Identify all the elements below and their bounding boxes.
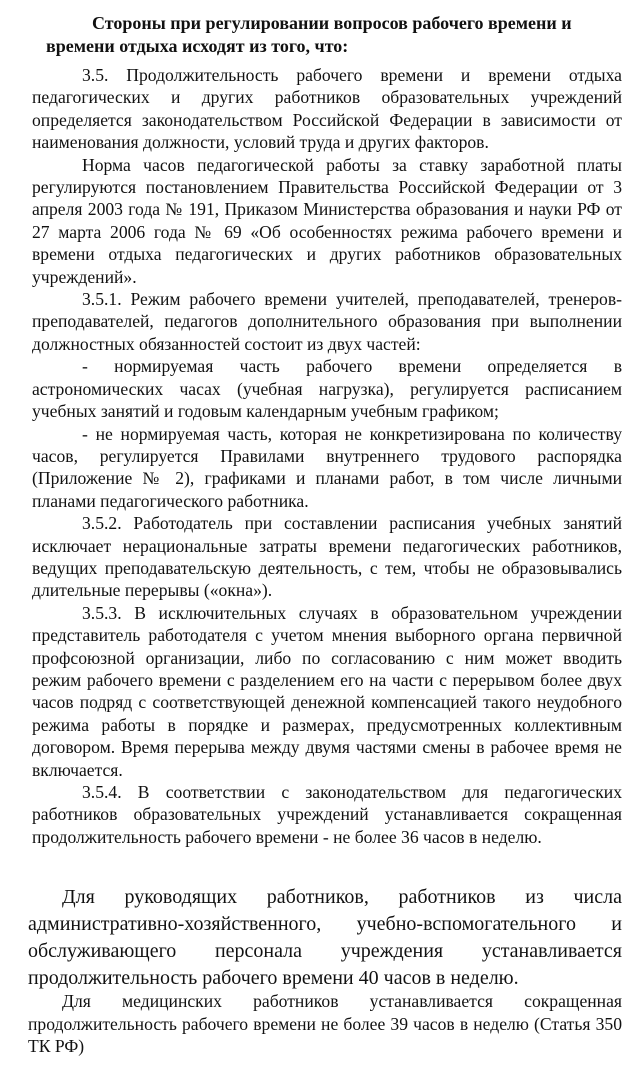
paragraph-3-5-1: 3.5.1. Режим рабочего времени учителей, преподавателей, тренеров-преподавателей, педагогов дополнительного образования при выполнении должностных обязанностей состоит из двух частей: [32, 289, 622, 354]
list-item-normed-part: - нормируемая часть рабочего времени определяется в астрономических часах (учебная нагрузка), регулируется расписанием учебных занятий и годовым календарным учебным графиком; [32, 356, 622, 422]
document-body [32, 64, 622, 848]
paragraph-medical-39-hours: Для медицинских работников устанавливается сокращенная продолжительность рабочего времени не более 39 часов в неделю (Статья 350 ТК РФ) [28, 991, 622, 1057]
list-item-non-normed-part: - не нормируемая часть, которая не конкретизирована по количеству часов, регулируется Правилами внутреннего трудового распорядка (Приложение № 2), графиками и планами работ, в том числе личными планами педагогического работника. [32, 423, 622, 511]
paragraph-3-5: 3.5. Продолжительность рабочего времени и времени отдыха педагогических и других работников образовательных учреждений определяется законодательством Российской Федерации в зависимости от наименования должности, условий труда и других факторов. [32, 65, 622, 153]
large-text-block [28, 884, 622, 992]
final-text-block [28, 990, 622, 1058]
paragraph-managers-40-hours: Для руководящих работников, работников из числа административно-хозяйственного, учебно-вспомогательного и обслуживающего персонала учреждения устанавливается продолжительность рабочего времени 40 часов в неделю. [28, 886, 622, 989]
heading-line-1: Стороны при регулировании вопросов рабочего времени и [92, 13, 572, 33]
heading-line-2: времени отдыха исходят из того, что: [46, 36, 349, 56]
paragraph-3-5-4: 3.5.4. В соответствии с законодательством для педагогических работников образовательных учреждений устанавливается сокращенная продолжительность рабочего времени - не более 36 часов в неделю. [32, 782, 622, 847]
section-heading [46, 12, 616, 58]
paragraph-3-5-2: 3.5.2. Работодатель при составлении расписания учебных занятий исключает нерациональные затраты времени педагогических работников, ведущих преподавательскую деятельность, с тем, чтобы не образовывались длительные перерывы («окна»). [32, 513, 622, 601]
paragraph-3-5-3: 3.5.3. В исключительных случаях в образовательном учреждении представитель работодателя с учетом мнения выборного органа первичной профсоюзной организации, либо по согласованию с ним может вводить режим рабочего времени с разделением его на части с перерывом более двух часов подряд с соответствующей денежной компенсацией такого неудобного режима работы в порядке и размерах, предусмотренных коллективным договором. Время перерыва между двумя частями смены в рабочее время не включается. [32, 602, 622, 780]
paragraph-norma-chasov: Норма часов педагогической работы за ставку заработной платы регулируются постановлением Правительства Российской Федерации от 3 апреля 2003 года № 191, Приказом Министерства образования и науки РФ от 27 марта 2006 года № 69 «Об особенностях режима рабочего времени и времени отдыха педагогических и других работников образовательных учреждений». [32, 154, 622, 287]
